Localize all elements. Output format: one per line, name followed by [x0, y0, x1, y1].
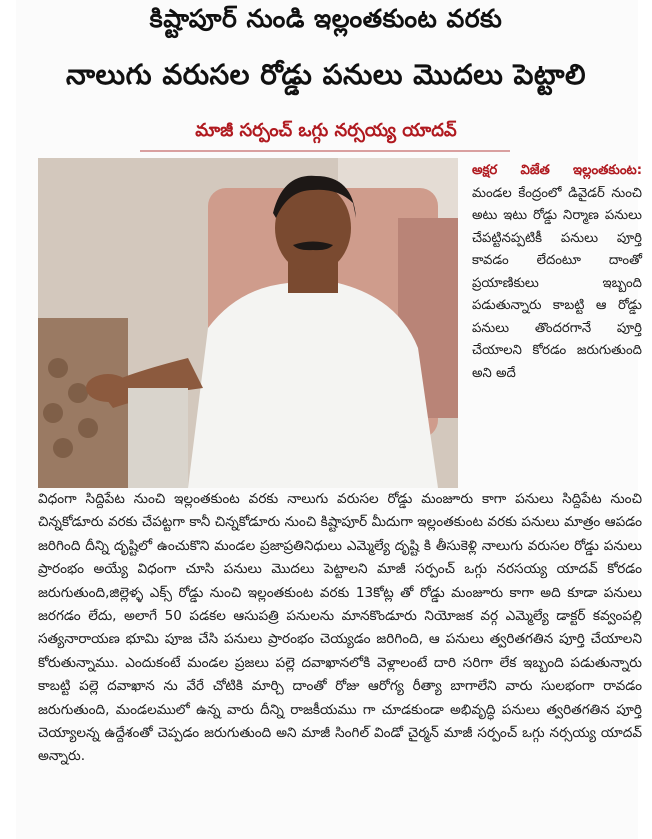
lead-column — [472, 160, 642, 385]
lead-text: మండల కేంద్రంలో డివైడర్ నుంచి అటు ఇటు రోడ్డు నిర్మాణ పనులు చేపట్టినప్పటికీ పనులు పూర్తి కావడం లేదంటూ దాంతో ప్రయాణికులు ఇబ్బంది పడుతున్నారు కాబట్టి ఆ రోడ్డు పనులు తొందరగానే పూర్తి చేయాలని కోరడం జరుగుతుంది అని అదే — [472, 185, 642, 381]
headline-line-1: కిష్టాపూర్ నుండి ఇల్లంతకుంట వరకు — [149, 4, 503, 33]
article-body: విధంగా సిద్దిపేట నుంచి ఇల్లంతకుంట వరకు నాలుగు వరుసల రోడ్డు మంజూరు కాగా పనులు సిద్దిపేట నుంచి చిన్నకోడూరు వరకు చేపట్టగా కానీ చిన్నకోడూరు నుంచి కిష్టాపూర్ మీదుగా ఇల్లంతకుంట వరకు పనులు మాత్రం ఆపడం జరిగింది దీన్ని దృష్టిలో ఉంచుకొని మండల ప్రజాప్రతినిధులు ఎమ్మెల్యే దృష్టి కి తీసుకెళ్లి నాలుగు వరుసల రోడ్డు పనులు ప్రారంభం అయ్యే విధంగా చూసి పనులు మొదలు పెట్టాలని మాజీ సర్పంచ్ ఒగ్గు నరసయ్య యాదవ్ కోరడం జరుగుతుంది,జిల్లెళ్ళ ఎక్స్ రోడ్డు నుంచి ఇల్లంతకుంట వరకు 13కోట్ల తో రోడ్డు మంజూరు కాగా అది కూడా పనులు జరగడం లేదు, అలాగే 50 పడకల ఆసుపత్రి పనులను మానకొండూరు నియోజక వర్గ ఎమ్మెల్యే డాక్టర్ కవ్వంపల్లి సత్యనారాయణ భూమి పూజ చేసి పనులు ప్రారంభం చెయ్యడం జరిగింది, ఆ పనులు త్వరితగతిన పూర్తి చేయాలని కోరుతున్నాము. ఎందుకంటే మండల ప్రజలు పల్లె దవాఖానలోకి వెళ్లాలంటే దారి సరిగా లేక ఇబ్బంది పడుతున్నారు కాబట్టి పల్లె దవాఖాన ను వేరే చోటికి మార్చి దాంతో రోజు ఆరోగ్య రీత్యా బాగాలేని వారు సులభంగా రావడం జరుగుతుంది, మండలములో ఉన్న వారు దీన్ని రాజకీయము గా చూడకుండా అభివృద్ధి పనులు త్వరితగతిన పూర్తి చెయ్యాలన్న ఉద్దేశంతో చెప్పడం జరుగుతుంది అని మాజీ సింగిల్ విండో చైర్మన్ మాజీ సర్పంచ్ ఒగ్గు నర్సయ్య యాదవ్ అన్నారు. — [38, 491, 642, 765]
headline-line-2: నాలుగు వరుసల రోడ్డు పనులు మొదలు పెట్టాలి — [65, 58, 587, 91]
dateline: అక్షర విజేత ఇల్లంతకుంట: — [472, 163, 642, 178]
byline-divider — [140, 150, 510, 152]
byline: మాజీ సర్పంచ్ ఒగ్గు నర్సయ్య యాదవ్ — [195, 120, 457, 141]
news-photo — [38, 158, 458, 488]
